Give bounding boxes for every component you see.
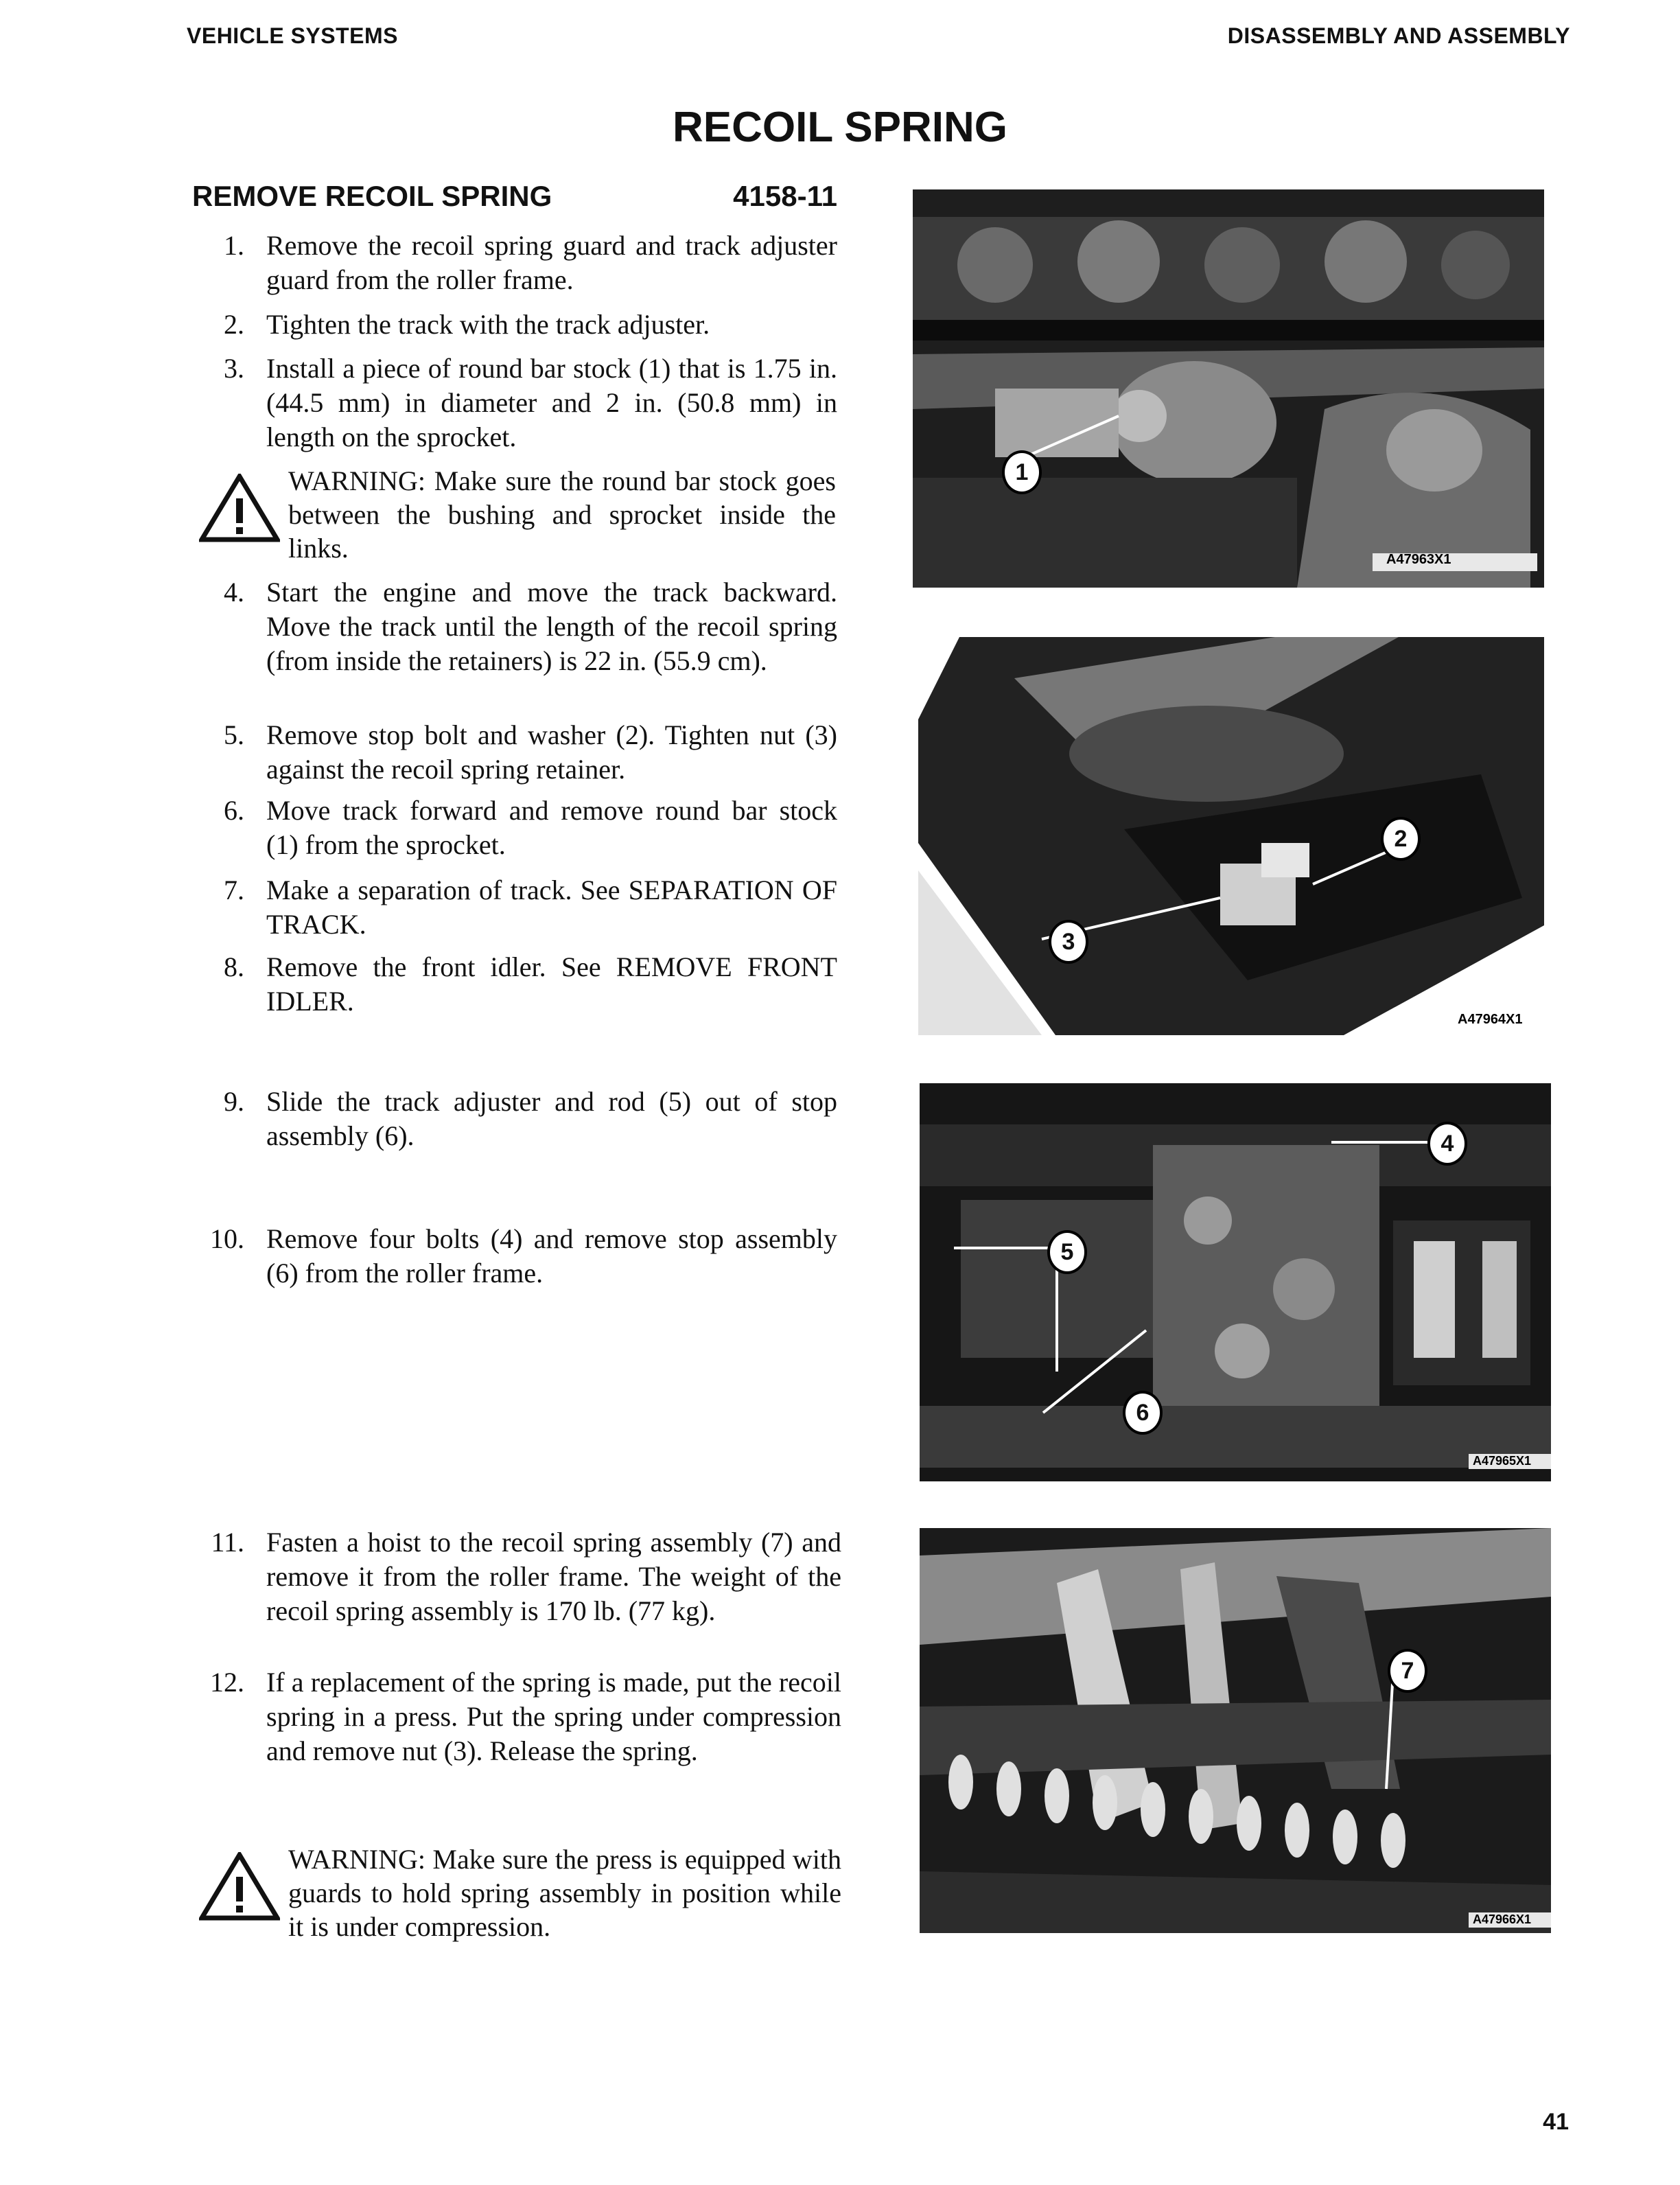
warning-press-guards xyxy=(199,1842,841,1945)
step-text: Move track forward and remove round bar stock (1) from the sprocket. xyxy=(266,795,837,860)
step-5 xyxy=(192,718,837,787)
step-text: Slide the track adjuster and rod (5) out of stop assembly (6). xyxy=(266,1086,837,1151)
figure-ref: A47966X1 xyxy=(1473,1912,1532,1926)
warning-round-bar xyxy=(199,464,837,567)
figure-recoil-spring-hoist xyxy=(920,1528,1551,1933)
step-number: 4. xyxy=(224,577,244,608)
photo-stop-bolt xyxy=(918,637,1544,1035)
figure-stop-bolt-nut xyxy=(918,637,1544,1035)
step-text: Start the engine and move the track backward. Move the track until the length of the recoil spring (from inside the retainers) is 22 in. (55.9 cm). xyxy=(266,577,837,676)
step-12 xyxy=(192,1665,841,1803)
step-7 xyxy=(192,873,837,942)
step-number: 3. xyxy=(224,353,244,384)
callout-7: 7 xyxy=(1388,1649,1427,1693)
step-text: Remove stop bolt and washer (2). Tighten nut (3) against the recoil spring retainer. xyxy=(266,719,837,785)
step-8 xyxy=(192,950,837,1019)
step-number: 1. xyxy=(224,230,244,261)
running-header-right: DISASSEMBLY AND ASSEMBLY xyxy=(1227,23,1570,48)
photo-recoil-spring xyxy=(920,1528,1551,1933)
warning-triangle-icon xyxy=(199,474,280,542)
warning-text: WARNING: Make sure the round bar stock goes between the bushing and sprocket inside the links. xyxy=(288,465,836,564)
step-number: 2. xyxy=(224,309,244,340)
figure-ref: A47964X1 xyxy=(1458,1012,1523,1027)
warning-text: WARNING: Make sure the press is equipped with guards to hold spring assembly in position while it is under compression. xyxy=(288,1844,841,1942)
figure-ref: A47963X1 xyxy=(1386,552,1451,567)
step-6 xyxy=(192,794,837,862)
figure-stop-assembly xyxy=(920,1083,1551,1481)
step-10 xyxy=(192,1222,837,1291)
section-code: 4158-11 xyxy=(733,180,837,212)
step-number: 8. xyxy=(224,951,244,982)
callout-2: 2 xyxy=(1381,817,1421,861)
step-number: 7. xyxy=(224,875,244,905)
callout-1: 1 xyxy=(1002,450,1042,494)
callout-6: 6 xyxy=(1123,1391,1163,1435)
step-3 xyxy=(192,351,837,454)
step-number: 6. xyxy=(224,795,244,826)
step-number: 11. xyxy=(211,1527,244,1558)
step-9 xyxy=(192,1085,837,1153)
warning-triangle-icon xyxy=(199,1852,280,1921)
step-text: If a replacement of the spring is made, put the recoil spring in a press. Put the spring under compression and remove nut (3). Release the spring. xyxy=(266,1667,841,1766)
step-text: Remove the front idler. See REMOVE FRONT IDLER. xyxy=(266,951,837,1017)
figure-ref: A47965X1 xyxy=(1473,1454,1532,1468)
step-text: Fasten a hoist to the recoil spring assembly (7) and remove it from the roller frame. The weight of the recoil spring assembly is 170 lb. (77 kg). xyxy=(266,1527,841,1626)
photo-sprocket xyxy=(913,189,1544,588)
step-text: Tighten the track with the track adjuster. xyxy=(266,309,710,340)
section-heading xyxy=(192,180,837,213)
page-title: RECOIL SPRING xyxy=(672,104,1008,151)
step-text: Install a piece of round bar stock (1) that is 1.75 in. (44.5 mm) in diameter and 2 in. (50.8 mm) in length on the sprocket. xyxy=(266,353,837,452)
figure-sprocket-bar-stock xyxy=(913,189,1544,588)
step-2 xyxy=(192,308,837,342)
callout-3: 3 xyxy=(1049,920,1088,964)
running-header-left: VEHICLE SYSTEMS xyxy=(187,23,398,48)
step-number: 10. xyxy=(210,1223,244,1254)
step-text: Make a separation of track. See SEPARATION OF TRACK. xyxy=(266,875,837,940)
step-1 xyxy=(192,229,837,297)
step-text: Remove four bolts (4) and remove stop assembly (6) from the roller frame. xyxy=(266,1223,837,1288)
step-number: 9. xyxy=(224,1086,244,1117)
step-number: 12. xyxy=(210,1667,244,1698)
step-4 xyxy=(192,575,837,713)
step-text: Remove the recoil spring guard and track adjuster guard from the roller frame. xyxy=(266,230,837,295)
callout-4: 4 xyxy=(1427,1122,1467,1166)
section-title: REMOVE RECOIL SPRING xyxy=(192,180,552,212)
page-number: 41 xyxy=(1543,2109,1569,2135)
step-11 xyxy=(192,1525,841,1628)
step-number: 5. xyxy=(224,719,244,750)
callout-5: 5 xyxy=(1047,1230,1087,1274)
